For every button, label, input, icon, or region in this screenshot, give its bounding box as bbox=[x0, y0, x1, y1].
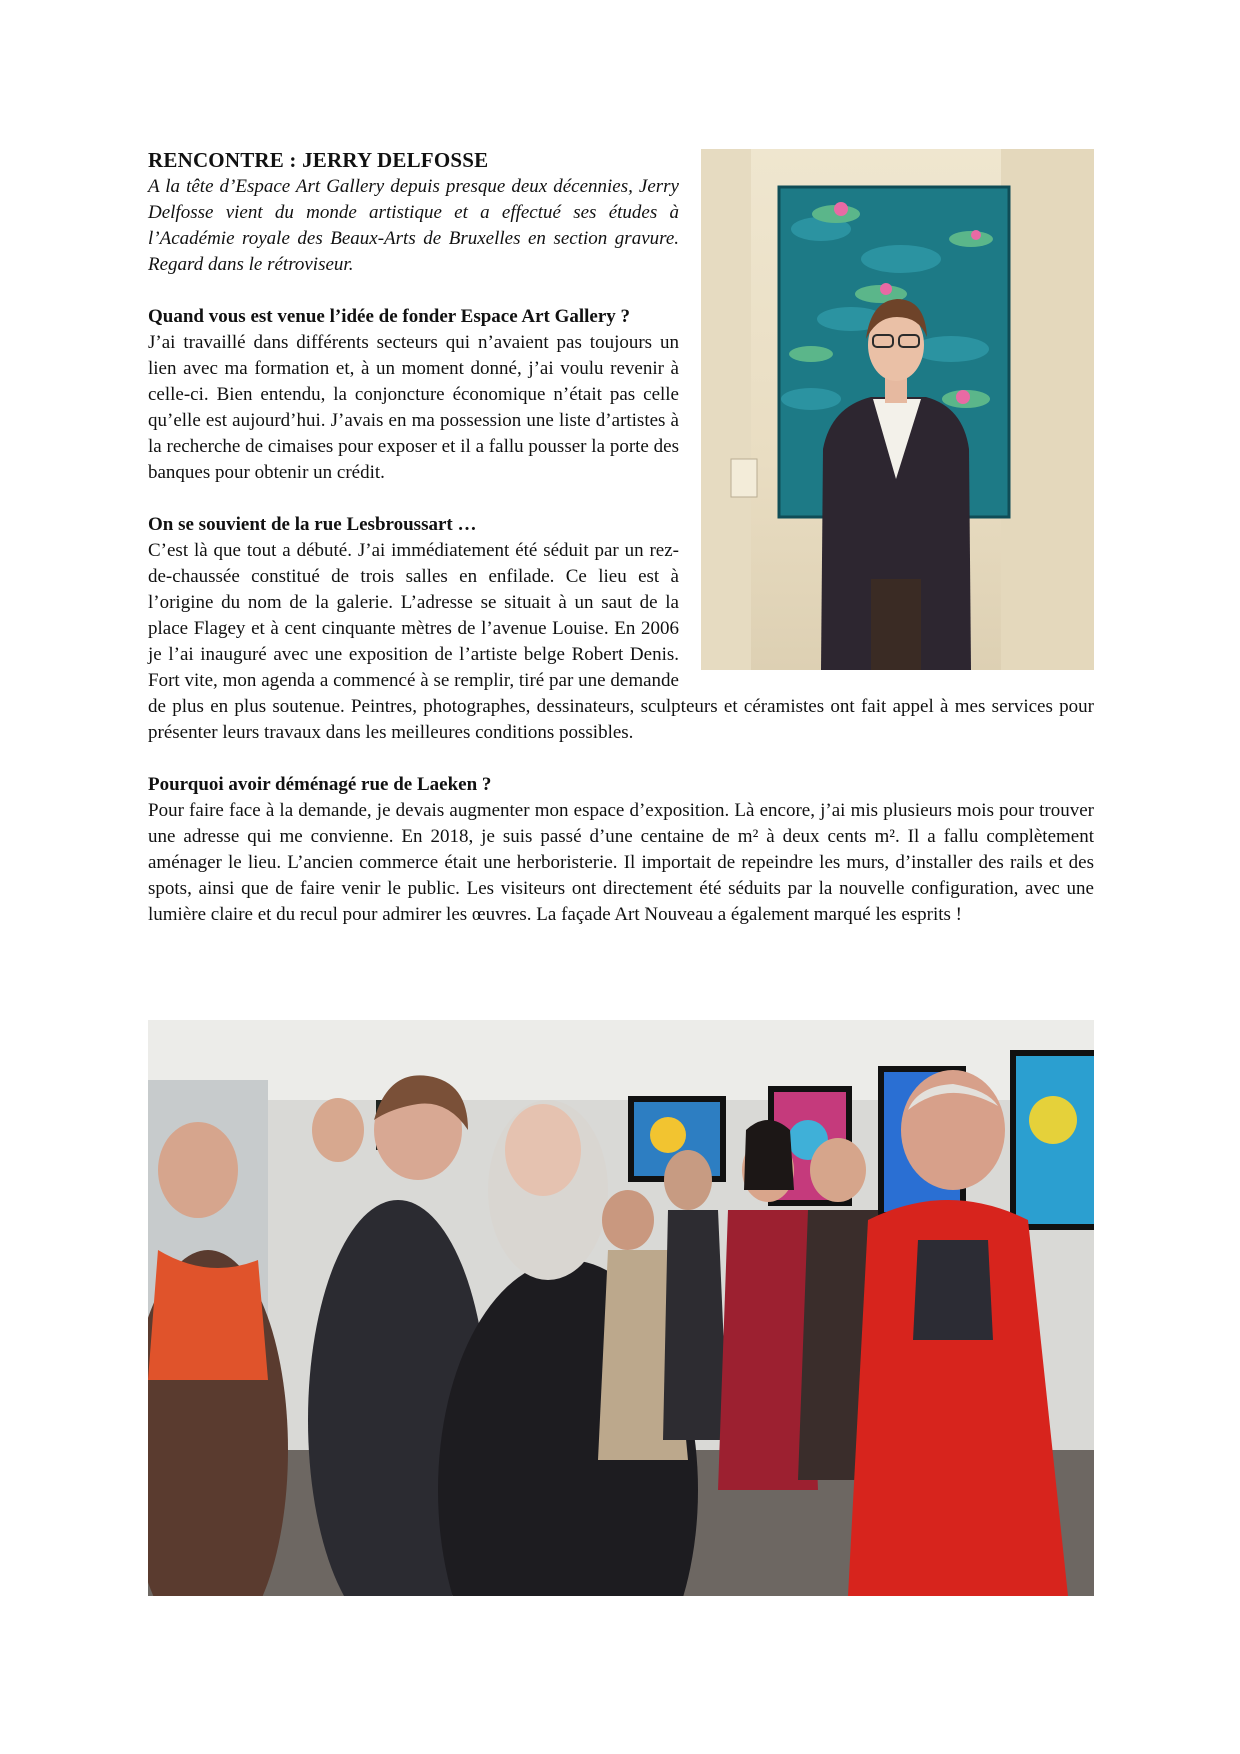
article-intro: A la tête d’Espace Art Gallery depuis presque deux décennies, Jerry Delfosse vient du monde artistique et a effectué ses études à l’Académie royale des Beaux-Arts de Bruxelles en section gravure. Regard dans le rétroviseur. bbox=[148, 176, 679, 275]
gallery-vernissage-photo bbox=[148, 1020, 1094, 1596]
question-3: Pourquoi avoir déménagé rue de Laeken ? bbox=[148, 774, 492, 795]
portrait-photo bbox=[701, 149, 1094, 670]
question-1: Quand vous est venue l’idée de fonder Espace Art Gallery ? bbox=[148, 306, 631, 327]
question-2: On se souvient de la rue Lesbroussart … bbox=[148, 514, 477, 535]
portrait-illustration bbox=[701, 149, 1094, 670]
article bbox=[148, 146, 1094, 928]
gallery-crowd-illustration bbox=[148, 1020, 1094, 1596]
answer-1: J’ai travaillé dans différents secteurs qui n’avaient pas toujours un lien avec ma formation et, à un moment donné, j’ai voulu revenir à celle-ci. Bien entendu, la conjoncture économique n’était pas celle qu’elle est aujourd’hui. J’avais en ma possession une liste d’artistes à la recherche de cimaises pour exposer et il a fallu pousser la porte des banques pour obtenir un crédit. bbox=[148, 332, 679, 483]
answer-2: C’est là que tout a débuté. J’ai immédiatement été séduit par un rez-de-chaussée constitué de trois salles en enfilade. Ce lieu est à l’origine du nom de la galerie. L’adresse se situait à un saut de la place Flagey et à cent cinquante mètres de l’avenue Louise. En 2006 je l’ai inauguré avec une exposition de l’artiste belge Robert Denis. Fort vite, mon agenda a commencé à se remplir, tiré par une demande de plus en plus soutenue. Peintres, photographes, dessinateurs, sculpteurs et céramistes ont fait appel à mes services pour présenter leurs travaux dans les meilleures conditions possibles. bbox=[148, 540, 1094, 743]
answer-3: Pour faire face à la demande, je devais augmenter mon espace d’exposition. Là encore, j’ai mis plusieurs mois pour trouver une adresse qui me convienne. En 2018, je suis passé d’une centaine de m² à deux cents m². Il a fallu complètement aménager le lieu. L’ancien commerce était une herboristerie. Il importait de repeindre les murs, d’installer des rails et des spots, ainsi que de faire venir le public. Les visiteurs ont directement été séduits par la nouvelle configuration, avec une lumière claire et du recul pour admirer les œuvres. La façade Art Nouveau a également marqué les esprits ! bbox=[148, 800, 1094, 925]
article-title: RENCONTRE : JERRY DELFOSSE bbox=[148, 148, 489, 172]
